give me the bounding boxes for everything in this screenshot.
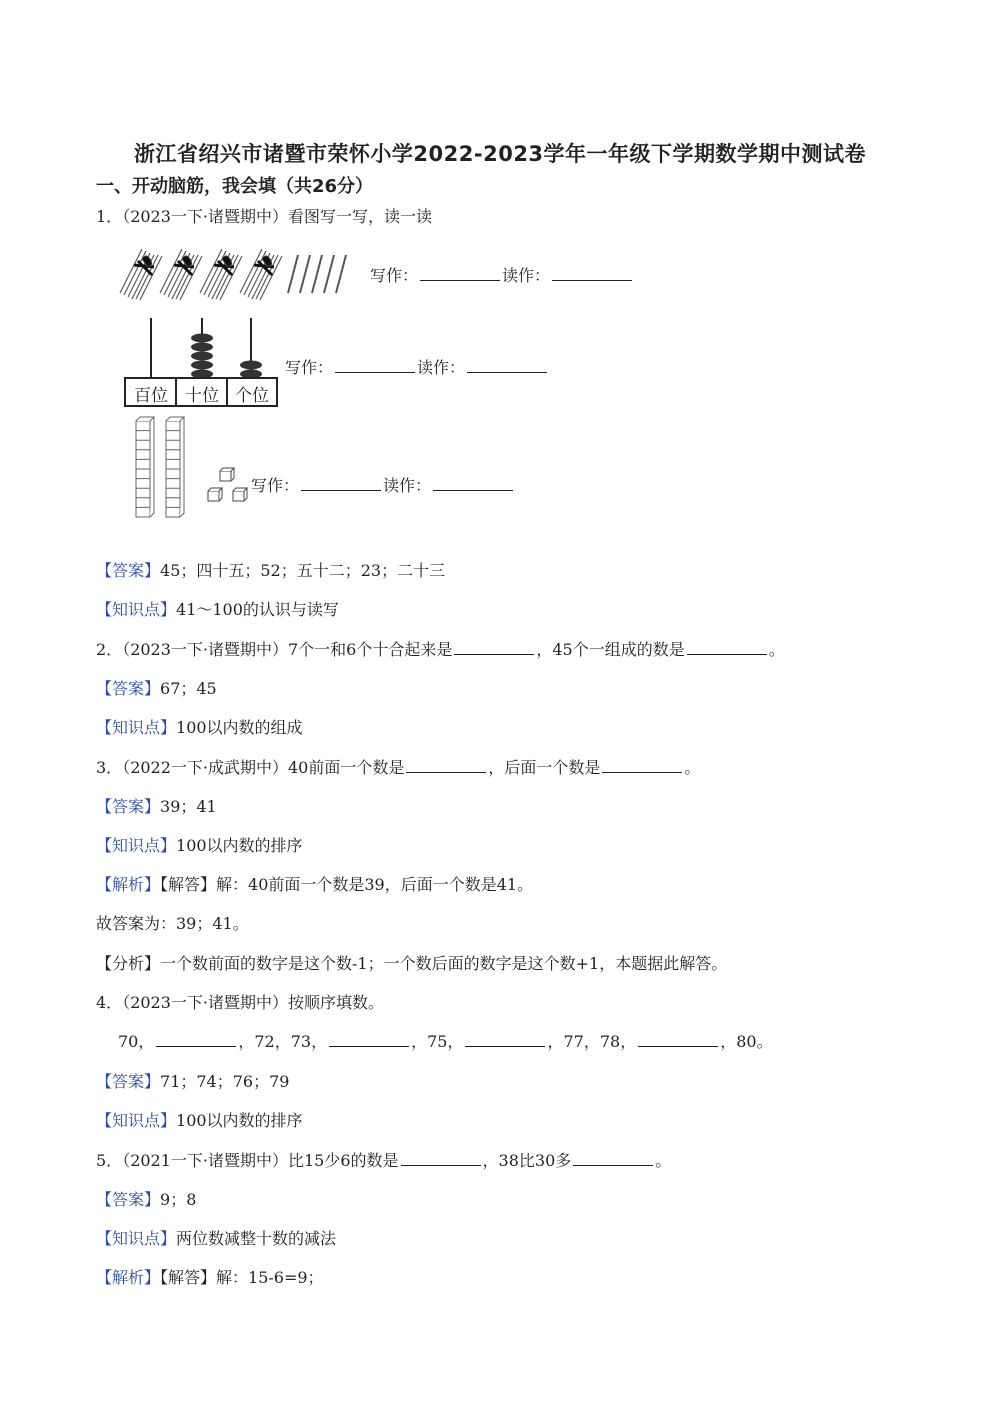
page-title: 浙江省绍兴市诸暨市荣怀小学2022-2023学年一年级下学期数学期中测试卷: [133, 142, 867, 166]
q3-analysis: 【分析】一个数前面的数字是这个数-1；一个数后面的数字是这个数+1，本题据此解答。: [96, 954, 728, 973]
answer-blank[interactable]: [454, 640, 534, 655]
ten-rod: [166, 417, 184, 517]
abacus-label-hundreds: 百位: [134, 386, 168, 406]
q4-answer: 【答案】71；74；76；79: [96, 1072, 290, 1091]
q1-answer: 【答案】45；四十五；52；五十二；23；二十三: [96, 561, 446, 580]
read-blank[interactable]: [467, 358, 547, 373]
question-1: [96, 204, 432, 227]
write-blank[interactable]: [301, 476, 381, 491]
fig2-answer-line: 写作： 读作：: [285, 355, 549, 378]
question-5: 5．（2021一下·诸暨期中）比15少6的数是 ，38比30多 。: [96, 1151, 672, 1170]
q1-knowledge: 【知识点】41～100的认识与读写: [96, 600, 339, 619]
answer-tag: 【答案】: [96, 561, 161, 580]
q2-knowledge: 【知识点】100以内数的组成: [96, 718, 303, 737]
q4-sequence: 70， ，72，73， ，75， ，77，78， ，80。: [118, 1032, 773, 1051]
tens-beads: [191, 334, 213, 379]
knowledge-tag: 【知识点】: [96, 600, 177, 619]
q3-solution: 【解析】【解答】解：40前面一个数是39，后面一个数是41。: [96, 875, 534, 894]
answer-blank[interactable]: [401, 1151, 481, 1166]
abacus-label-ones: 个位: [235, 386, 269, 406]
single-sticks: [288, 255, 346, 293]
ten-rod: [136, 417, 154, 517]
q5-answer: 【答案】9；8: [96, 1190, 197, 1209]
q3-conclusion: 故答案为：39；41。: [96, 914, 249, 933]
question-source: （2023一下·诸暨期中）: [122, 207, 288, 226]
q2-answer: 【答案】67；45: [96, 679, 217, 698]
sequence-blank[interactable]: [156, 1032, 236, 1047]
question-4: 4．（2023一下·诸暨期中）按顺序填数。: [96, 993, 385, 1012]
question-text: 看图写一写，读一读: [288, 207, 433, 226]
unit-cubes: [208, 468, 247, 501]
write-blank[interactable]: [335, 358, 415, 373]
ones-beads: [240, 361, 262, 379]
write-blank[interactable]: [420, 266, 500, 281]
base-ten-blocks-figure: [130, 415, 250, 523]
stick-bundles-figure: [118, 245, 368, 303]
fig1-answer-line: 写作： 读作：: [370, 263, 634, 286]
read-blank[interactable]: [552, 266, 632, 281]
question-2: 2．（2023一下·诸暨期中）7个一和6个十合起来是 ，45个一组成的数是 。: [96, 640, 785, 659]
sequence-blank[interactable]: [329, 1032, 409, 1047]
stick-bundle: [160, 249, 202, 300]
q4-knowledge: 【知识点】100以内数的排序: [96, 1111, 303, 1130]
q3-answer: 【答案】39；41: [96, 797, 217, 816]
stick-bundle: [120, 249, 162, 300]
question-number: 1．: [96, 207, 123, 226]
sequence-blank[interactable]: [638, 1032, 718, 1047]
fig3-answer-line: 写作： 读作：: [251, 473, 515, 496]
answer-blank[interactable]: [406, 758, 486, 773]
q5-solution: 【解析】【解答】解：15-6=9；: [96, 1268, 324, 1287]
answer-blank[interactable]: [687, 640, 767, 655]
q5-knowledge: 【知识点】两位数减整十数的减法: [96, 1229, 337, 1248]
sequence-blank[interactable]: [465, 1032, 545, 1047]
answer-blank[interactable]: [573, 1151, 653, 1166]
answer-blank[interactable]: [602, 758, 682, 773]
section-heading: 一、开动脑筋，我会填（共26分）: [96, 176, 374, 197]
read-blank[interactable]: [433, 476, 513, 491]
q3-knowledge: 【知识点】100以内数的排序: [96, 836, 303, 855]
abacus-label-tens: 十位: [185, 386, 219, 406]
stick-bundle: [200, 249, 242, 300]
question-3: 3．（2022一下·成武期中）40前面一个数是 ，后面一个数是 。: [96, 758, 701, 777]
stick-bundle: [240, 249, 282, 300]
